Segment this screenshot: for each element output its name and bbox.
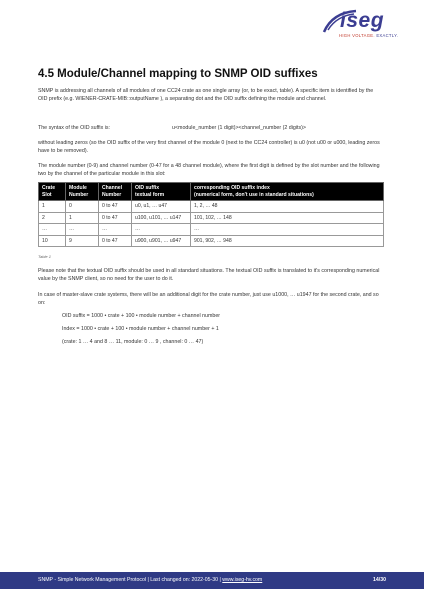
header-crate-slot: Crate Slot — [39, 183, 66, 201]
table-cell: 1 — [39, 201, 66, 213]
table-cell: … — [132, 224, 191, 236]
header-oid-suffix: OID suffix textual form — [132, 183, 191, 201]
table-cell: 0 to 47 — [99, 201, 132, 213]
header-module-number: Module Number — [66, 183, 99, 201]
table-cell: … — [66, 224, 99, 236]
table-cell: 901, 902, … 948 — [191, 235, 384, 247]
master-slave-paragraph: In case of master-slave crate systems, there will be an additional digit for the crate number, just use u1000, … u1947 for the second crate, and so on: — [38, 292, 379, 307]
table-cell: … — [99, 224, 132, 236]
website-link[interactable]: www.iseg-hv.com — [222, 577, 263, 583]
table-cell: u900, u901, … u947 — [132, 235, 191, 247]
logo-brand: iseg — [340, 9, 385, 32]
table-cell: 10 — [39, 235, 66, 247]
table-cell: 9 — [66, 235, 99, 247]
table-row — [39, 224, 384, 236]
table-cell: 0 to 47 — [99, 235, 132, 247]
table-cell: 1, 2, … 48 — [191, 201, 384, 213]
leading-zeros-paragraph: without leading zeros (so the OID suffix of the very first channel of the module 0 (next to the CC24 controller) is u0 (not u00 or u000, leading zeros have to be removed). — [38, 140, 380, 155]
syntax-value: u<module_number (1 digit)><channel_number (2 digits)> — [172, 125, 306, 131]
table-cell: 0 — [66, 201, 99, 213]
table-row — [39, 235, 384, 247]
table-cell: … — [39, 224, 66, 236]
header-oid-index: corresponding OID suffix index (numerical form, don't use in standard situations) — [191, 183, 384, 201]
header-channel-number: Channel Number — [99, 183, 132, 201]
table-cell: 0 to 47 — [99, 212, 132, 224]
footer-info: SNMP - Simple Network Management Protocol | Last changed on: 2022-05-30 | www.iseg-hv.com — [38, 577, 263, 583]
page-footer — [0, 572, 424, 589]
textual-oid-note: Please note that the textual OID suffix should be used in all standard situations. The textual OID suffix is translated to it's corresponding numerical value by the SNMP client, so no need for the user to do it. — [38, 268, 380, 283]
table-cell: … — [191, 224, 384, 236]
table-cell: 2 — [39, 212, 66, 224]
formula-ranges: (crate: 1 … 4 and 8 … 11, module: 0 … 9 , channel: 0 … 47) — [62, 339, 204, 345]
iseg-logo — [320, 8, 408, 44]
module-number-paragraph: The module number (0-9) and channel number (0-47 for a 48 channel module), where the first digit is defined by the slot number and the following two by the channel of the particular module in this slot: — [38, 163, 380, 178]
page-number: 14/30 — [373, 577, 386, 583]
intro-paragraph: SNMP is addressing all channels of all modules of one CC24 crate as one single array (or, to be exact, table). A specific item is identified by the OID prefix (e.g. WIENER-CRATE-MIB::outputName ), a separating dot and the OID suffix defining the module and channel. — [38, 88, 374, 103]
table-row — [39, 212, 384, 224]
table-cell: u100, u101, … u147 — [132, 212, 191, 224]
oid-suffix-formula: OID suffix = 1000 • crate + 100 • module number + channel number — [62, 313, 221, 319]
table-caption: Table 1 — [38, 254, 51, 259]
section-heading: 4.5 Module/Channel mapping to SNMP OID suffixes — [38, 68, 318, 80]
table-header-row — [39, 183, 384, 201]
logo-tagline: HIGH VOLTAGE. EXACTLY. — [339, 33, 399, 38]
table-cell: 101, 102, … 148 — [191, 212, 384, 224]
table-cell: u0, u1, … u47 — [132, 201, 191, 213]
syntax-label: The syntax of the OID suffix is: — [38, 125, 111, 131]
table-cell: 1 — [66, 212, 99, 224]
table-row — [39, 201, 384, 213]
index-formula: Index = 1000 • crate + 100 • module number + channel number + 1 — [62, 326, 219, 332]
oid-mapping-table — [38, 182, 384, 247]
